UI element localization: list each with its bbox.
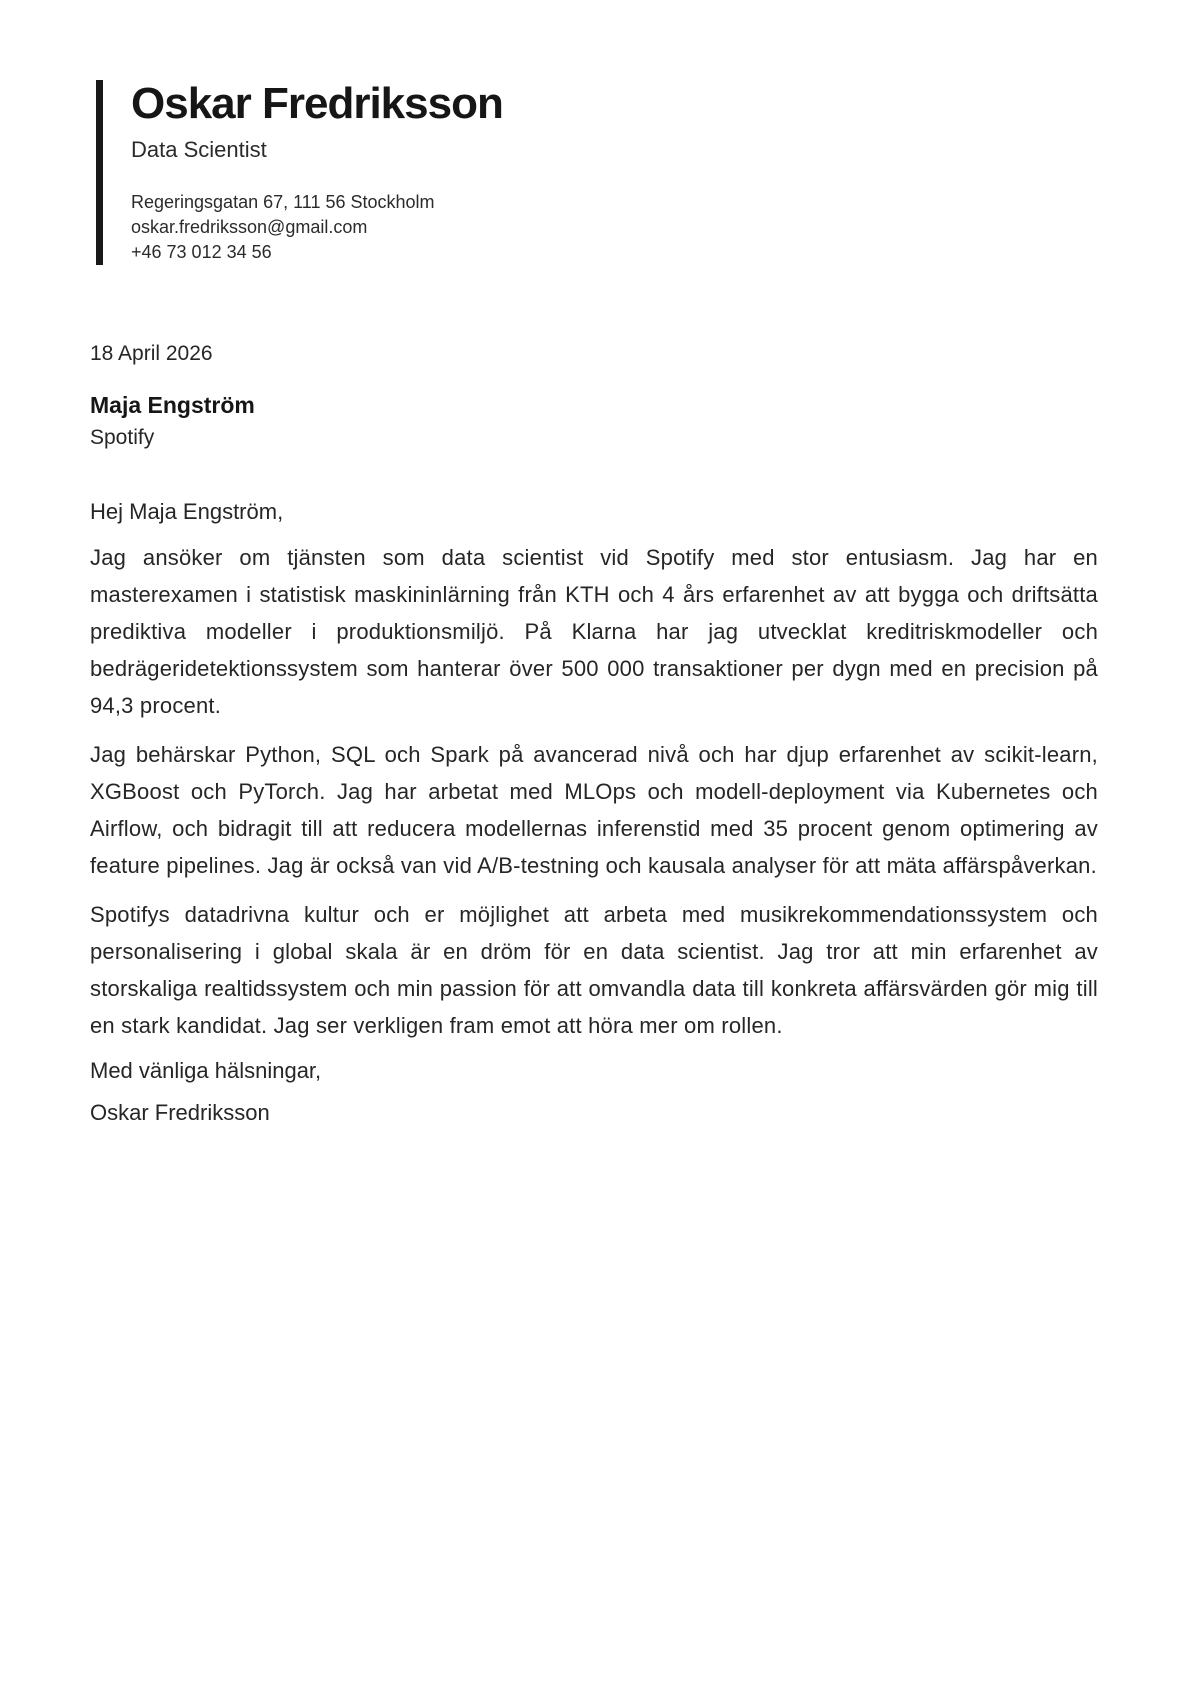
recipient-block	[90, 391, 1098, 451]
sender-address: Regeringsgatan 67, 111 56 Stockholm	[131, 192, 435, 212]
header-content	[103, 80, 503, 265]
sender-phone: +46 73 012 34 56	[131, 242, 272, 262]
body-paragraph-3: Spotifys datadrivna kultur och er möjlighet att arbeta med musikrekommendationssystem och personalisering i global skala är en dröm för en data scientist. Jag tror att min erfarenhet av storskaliga realtidssystem och min passion för att omvandla data till konkreta affärsvärden gör mig till en stark kandidat. Jag ser verkligen fram emot att höra mer om rollen.	[90, 902, 1098, 1038]
signature-name: Oskar Fredriksson	[90, 1100, 270, 1125]
accent-bar	[96, 80, 103, 265]
closing-salutation: Med vänliga hälsningar,	[90, 1058, 322, 1083]
recipient-name: Maja Engström	[90, 392, 255, 418]
letter-date: 18 April 2026	[90, 342, 213, 365]
sender-email: oskar.fredriksson@gmail.com	[131, 217, 368, 237]
sender-contact-block	[131, 190, 503, 265]
body-paragraph-2: Jag behärskar Python, SQL och Spark på avancerad nivå och har djup erfarenhet av scikit-learn, XGBoost och PyTorch. Jag har arbetat med MLOps och modell-deployment via Kubernetes och Airflow, och bidragit till att reducera modellernas inferenstid med 35 procent genom optimering av feature pipelines. Jag är också van vid A/B-testning och kausala analyser för att mäta affärspåverkan.	[90, 742, 1098, 878]
body-paragraph-1: Jag ansöker om tjänsten som data scientist vid Spotify med stor entusiasm. Jag har en masterexamen i statistisk maskininlärning från KTH och 4 års erfarenhet av att bygga och driftsätta prediktiva modeller i produktionsmiljö. På Klarna har jag utvecklat kreditriskmodeller och bedrägeridetektionssystem som hanterar över 500 000 transaktioner per dygn med en precision på 94,3 procent.	[90, 545, 1098, 718]
sender-name: Oskar Fredriksson	[131, 79, 503, 128]
letter-header	[90, 80, 1098, 265]
sender-job-title: Data Scientist	[131, 137, 267, 162]
recipient-company: Spotify	[90, 426, 155, 449]
greeting: Hej Maja Engström,	[90, 499, 284, 524]
